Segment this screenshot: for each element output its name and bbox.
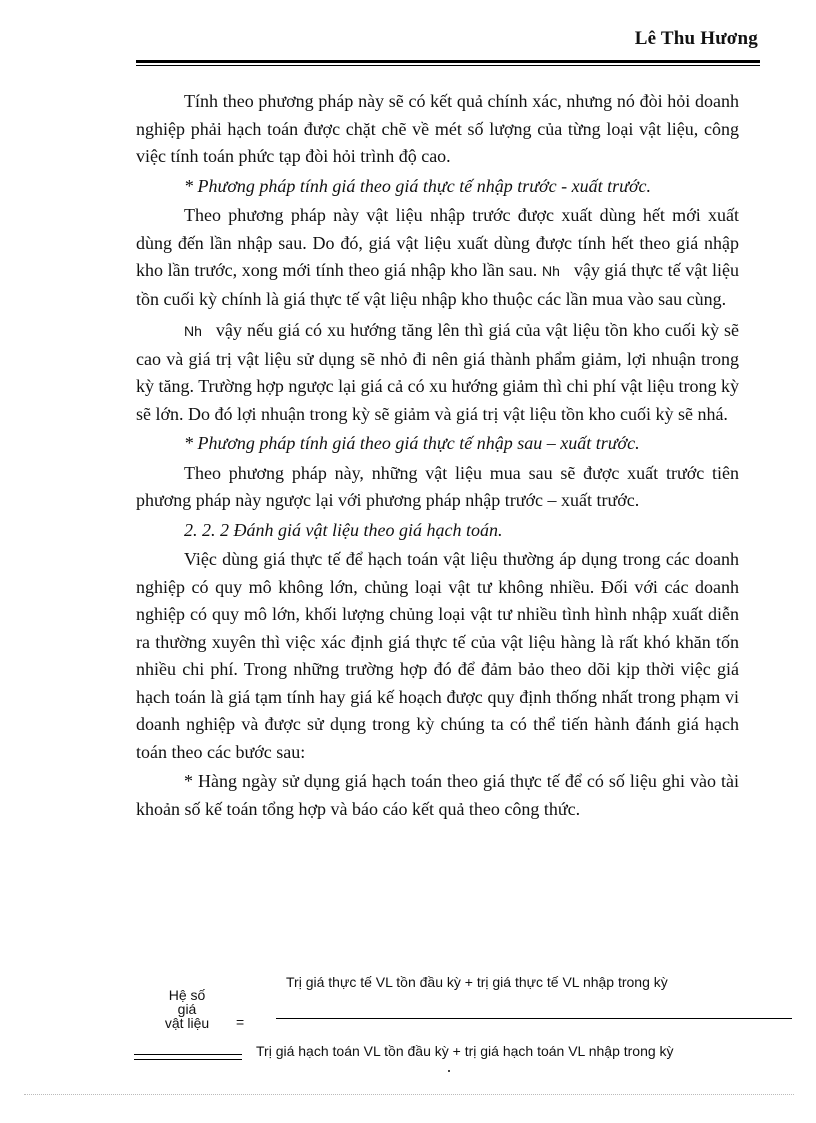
document-body	[136, 88, 739, 823]
stray-dot	[448, 1070, 450, 1072]
paragraph-fifo-text: Theo phương pháp này vật liệu nhập trước được xuất dùng hết mới xuất dùng đến lần nhập sau. Do đó, giá vật liệu xuất dùng được tính hết theo giá nhập kho lần trước, xong mới tính theo giá nhập kho lần sau.	[136, 205, 739, 280]
formula-denominator: Trị giá hạch toán VL tồn đầu kỳ + trị giá hạch toán VL nhập trong kỳ	[256, 1043, 674, 1059]
heading-fifo: * Phương pháp tính giá theo giá thực tế nhập trước - xuất trước.	[184, 175, 652, 196]
header-author: Lê Thu Hương	[634, 28, 758, 49]
paragraph-price-trend-text: vậy nếu giá có xu hướng tăng lên thì giá của vật liệu tồn kho cuối kỳ sẽ cao và giá trị vật liệu sử dụng sẽ nhỏ đi nên giá thành phẩm giảm, lợi nhuận trong kỳ tăng. Trường hợp ngược lại giá cả có xu hướng giảm thì chi phí vật liệu trong kỳ sẽ lớn. Do đó lợi nhuận trong kỳ sẽ giảm và giá trị vật liệu tồn kho cuối kỳ sẽ nhá.	[136, 320, 739, 424]
header-rule-thin	[136, 65, 760, 66]
paragraph-fifo-tail: vậy giá thực tế vật liệu tồn cuối kỳ chính là giá thực tế vật liệu nhập kho thuộc các lần mua vào sau cùng.	[136, 260, 740, 309]
heading-lifo: * Phương pháp tính giá theo giá thực tế nhập sau – xuất trước.	[184, 433, 640, 453]
heading-section-2-2-2: 2. 2. 2 Đánh giá vật liệu theo giá hạch toán.	[184, 519, 503, 540]
page-bottom-border	[24, 1094, 794, 1095]
paragraph-price-trend-nh: Nh	[184, 323, 202, 339]
formula-fraction-bar	[276, 1018, 792, 1019]
formula-equals: =	[236, 1014, 245, 1030]
paragraph-daily-usage: * Hàng ngày sử dụng giá hạch toán theo giá thực tế để có số liệu ghi vào tài khoản số kế toán tổng hợp và báo cáo kết quả theo công thức.	[136, 771, 739, 819]
paragraph-fifo-nh: Nh	[541, 263, 560, 279]
double-underline	[134, 1054, 242, 1060]
header-rule-thick	[136, 60, 760, 63]
paragraph-fifo	[136, 202, 739, 313]
formula-lhs-line1: Hệ số	[168, 987, 206, 1003]
formula-lhs-line2: giá	[177, 1001, 197, 1017]
formula-lhs-line3: vật liệu	[164, 1015, 210, 1031]
formula-lhs	[150, 988, 224, 1030]
paragraph-accounting-price: Việc dùng giá thực tế để hạch toán vật liệu thường áp dụng trong các doanh nghiệp có quy mô không lớn, chủng loại vật tư không nhiều. Đối với các doanh nghiệp có quy mô lớn, khối lượng chủng loại vật tư nhiều tình hình nhập xuất diễn ra thường xuyên thì việc xác định giá thực tế của vật liệu hàng là rất khó khăn tốn nhiều chi phí. Trong những trường hợp đó để đảm bảo theo dõi kịp thời việc giá hạch toán là giá tạm tính hay giá kế hoạch được quy định thống nhất trong phạm vi doanh nghiệp và được sử dụng trong kỳ chúng ta có thể tiến hành đánh giá hạch toán theo các bước sau:	[136, 549, 739, 762]
formula-numerator: Trị giá thực tế VL tồn đầu kỳ + trị giá thực tế VL nhập trong kỳ	[286, 974, 668, 990]
paragraph-lifo: Theo phương pháp này, những vật liệu mua sau sẽ được xuất trước tiên phương pháp này ngược lại với phương pháp nhập trước – xuất trước.	[136, 462, 739, 510]
paragraph-price-trend	[136, 317, 739, 428]
paragraph-accuracy: Tính theo phương pháp này sẽ có kết quả chính xác, nhưng nó đòi hỏi doanh nghiệp phải hạch toán được chặt chẽ về mét số lượng của từng loại vật liệu, công việc tính toán phức tạp đòi hỏi trình độ cao.	[136, 91, 739, 166]
